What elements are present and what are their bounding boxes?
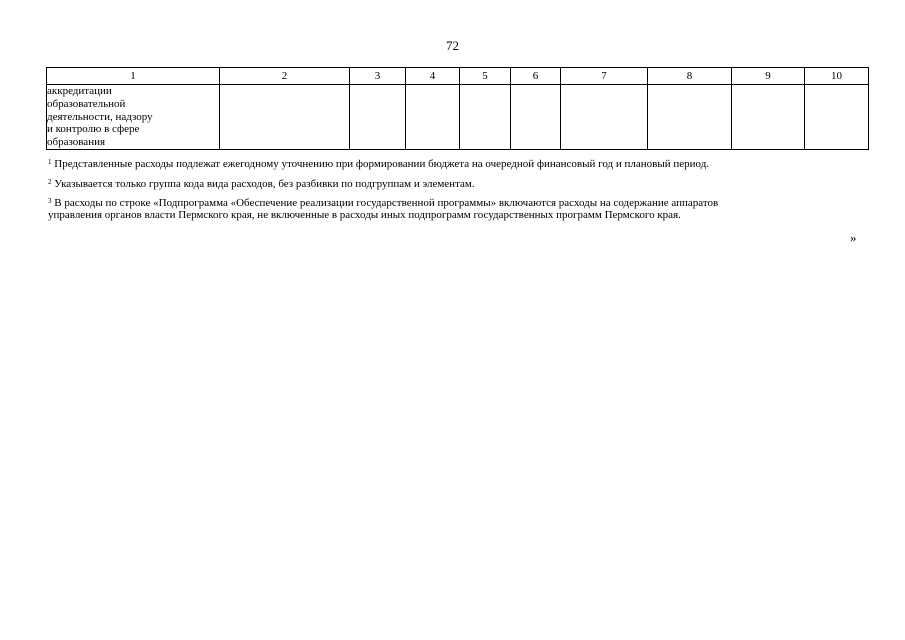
- table-cell: [805, 85, 869, 150]
- cell-line: аккредитации: [47, 85, 112, 97]
- page-number: 72: [446, 38, 459, 53]
- column-header: 10: [805, 68, 869, 85]
- table-cell: [561, 85, 648, 150]
- column-header: 3: [350, 68, 406, 85]
- column-header: 4: [406, 68, 460, 85]
- footnote-text-line-2: управления органов власти Пермского края, не включенные в расходы иных подпрограмм государственных программ Пермского края.: [48, 209, 681, 221]
- table-header-row: [47, 68, 869, 85]
- data-table: [46, 67, 869, 150]
- footnote-text: Представленные расходы подлежат ежегодному уточнению при формировании бюджета на очередной финансовый год и плановый период.: [54, 158, 710, 170]
- footnote-1: [48, 158, 868, 170]
- table-cell: [220, 85, 350, 150]
- column-header: 7: [561, 68, 648, 85]
- footnote-mark: 3: [48, 197, 52, 205]
- column-header: 8: [648, 68, 732, 85]
- table-cell: [460, 85, 511, 150]
- footnote-text: Указывается только группа кода вида расходов, без разбивки по подгруппам и элементам.: [54, 178, 475, 190]
- footnote-mark: 2: [48, 178, 52, 186]
- footnote-mark: 1: [48, 158, 52, 166]
- table-row: [47, 85, 869, 150]
- table-cell: [511, 85, 561, 150]
- column-header: 2: [220, 68, 350, 85]
- column-header: 1: [47, 68, 220, 85]
- table-cell: [732, 85, 805, 150]
- cell-line: образования: [47, 136, 106, 149]
- column-header: 6: [511, 68, 561, 85]
- column-header: 9: [732, 68, 805, 85]
- column-header: 5: [460, 68, 511, 85]
- table-cell: [406, 85, 460, 150]
- table-cell-name: [47, 85, 220, 150]
- cell-line: деятельности, надзору: [47, 110, 153, 123]
- closing-quote: »: [850, 230, 857, 245]
- cell-line: и контролю в сфере: [47, 123, 140, 136]
- table-cell: [350, 85, 406, 150]
- table-cell: [648, 85, 732, 150]
- footnote-2: [48, 178, 868, 190]
- footnote-3: [48, 197, 868, 221]
- footnote-text-line-1: В расходы по строке «Подпрограмма «Обеспечение реализации государственной программы» включаются расходы на содержание аппаратов: [54, 197, 719, 209]
- cell-line: образовательной: [47, 97, 126, 110]
